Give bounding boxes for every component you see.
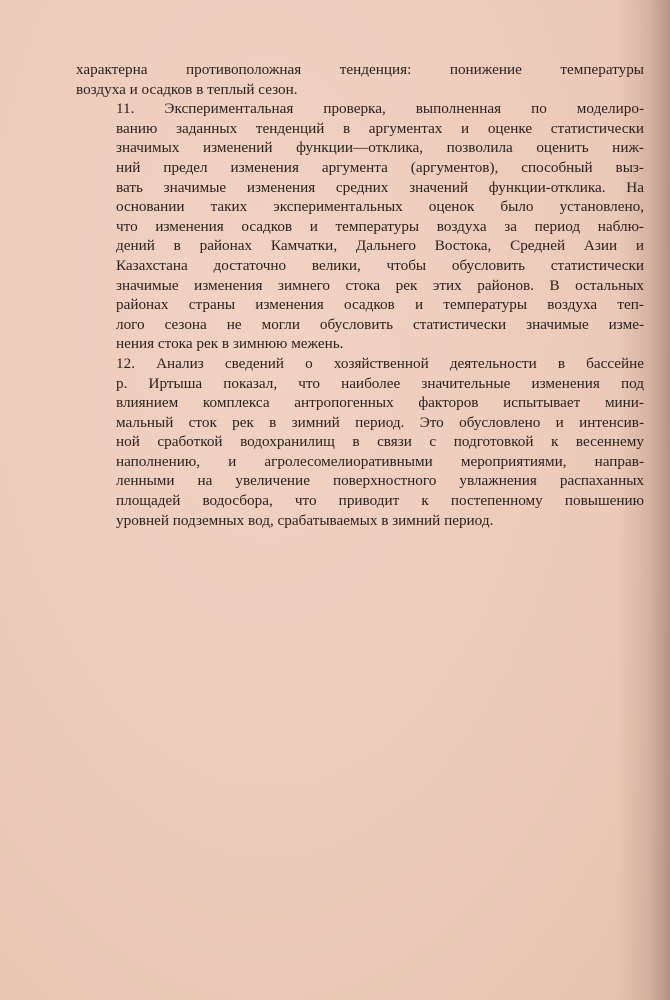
page-text [76,60,644,530]
text-line: площадей водосбора, что приводит к постепенному повышению [116,492,644,510]
text-line: 11. Экспериментальная проверка, выполненная по моделиро- [116,100,644,118]
text-line: 12. Анализ сведений о хозяйственной деятельности в бассейне [116,354,644,372]
text-line: лого сезона не могли обусловить статистически значимые изме- [116,315,644,333]
text-line: Казахстана достаточно велики, чтобы обусловить статистически [116,256,644,274]
text-line: дений в районах Камчатки, Дальнего Востока, Средней Азии и [116,237,644,255]
text-line: значимых изменений функции—отклика, позволила оценить ниж- [116,139,644,157]
text-line: воздуха и осадков в теплый сезон. [76,80,298,98]
paragraph-11 [76,99,644,354]
text-line: ной сработкой водохранилищ в связи с подготовкой к весеннему [116,433,644,451]
text-line: ний предел изменения аргумента (аргументов), способный выз- [116,158,644,176]
text-line: мальный сток рек в зимний период. Это обусловлено и интенсив- [116,413,644,431]
text-line: характерна противоположная тенденция: понижение температуры [76,61,644,78]
text-line: уровней подземных вод, срабатываемых в зимний период. [116,511,494,529]
text-line: значимые изменения зимнего стока рек этих районов. В остальных [116,276,644,294]
text-line: нения стока рек в зимнюю межень. [116,335,344,353]
paragraph-continuation [76,60,644,99]
text-line: вать значимые изменения средних значений функции-отклика. На [116,178,644,196]
paragraph-12 [76,354,644,530]
text-line: влиянием комплекса антропогенных факторов испытывает мини- [116,394,644,412]
text-line: ванию заданных тенденций в аргументах и оценке статистически [116,119,644,137]
text-line: основании таких экспериментальных оценок было установлено, [116,198,644,216]
text-line: ленными на увеличение поверхностного увлажнения распаханных [116,472,644,490]
text-line: что изменения осадков и температуры воздуха за период наблю- [116,217,644,235]
text-line: районах страны изменения осадков и температуры воздуха теп- [116,296,644,314]
text-line: наполнению, и агролесомелиоративными мероприятиями, направ- [116,452,644,470]
text-line: р. Иртыша показал, что наиболее значительные изменения под [116,374,644,392]
